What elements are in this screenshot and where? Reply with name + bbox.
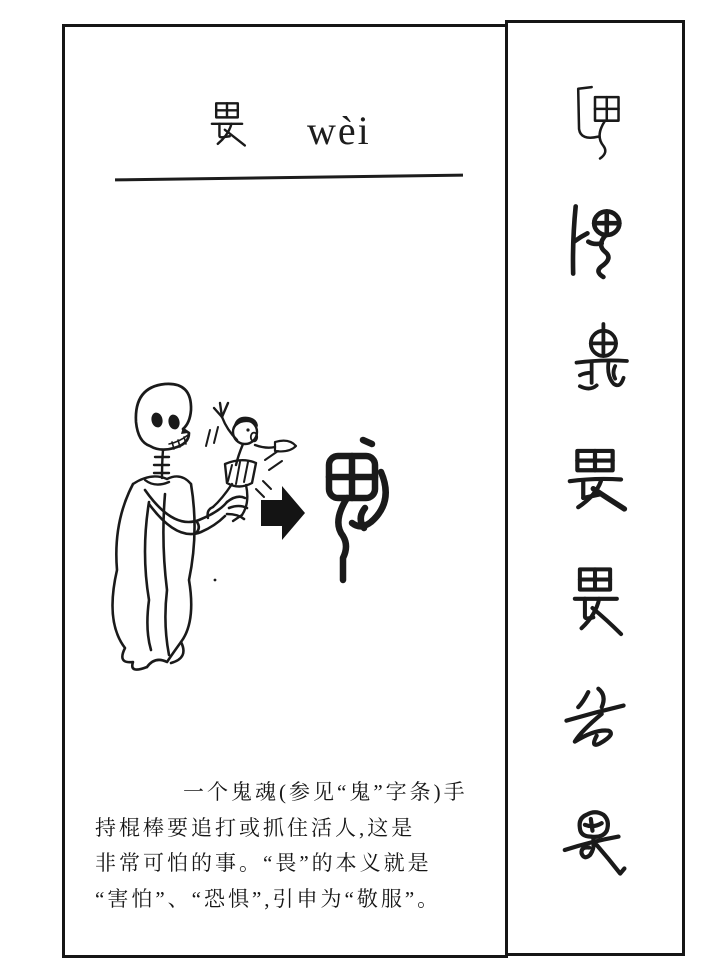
explanation-line: 一个鬼魂(参见“鬼”字条)手 [183, 780, 468, 804]
pinyin-label: wèi [307, 108, 371, 153]
bronze-script-glyph [553, 196, 637, 284]
title-divider-rule [115, 174, 463, 181]
explanation-line: 持棍棒要追打或抓住活人,这是 [95, 815, 416, 840]
clerical-script-glyph [553, 438, 637, 526]
script-evolution-sidebar [505, 20, 685, 956]
seal-script-glyph [553, 317, 637, 405]
regular-script-glyph [553, 559, 637, 647]
ancient-wei-glyph-icon [329, 440, 386, 580]
explanation-line: “害怕”、“恐惧”,引申为“敬服”。 [95, 886, 442, 911]
headword-character [65, 27, 66, 28]
etymology-illustration [93, 372, 437, 674]
oracle-bone-script-glyph [553, 75, 637, 163]
explanation-line: 非常可怕的事。“畏”的本义就是 [95, 851, 432, 875]
wei-headword-glyph [200, 97, 254, 155]
main-entry-panel [62, 24, 508, 958]
right-arrow-icon [261, 486, 305, 540]
running-script-glyph [553, 801, 637, 889]
explanation-paragraph [95, 775, 477, 917]
cursive-script-glyph [553, 680, 637, 768]
